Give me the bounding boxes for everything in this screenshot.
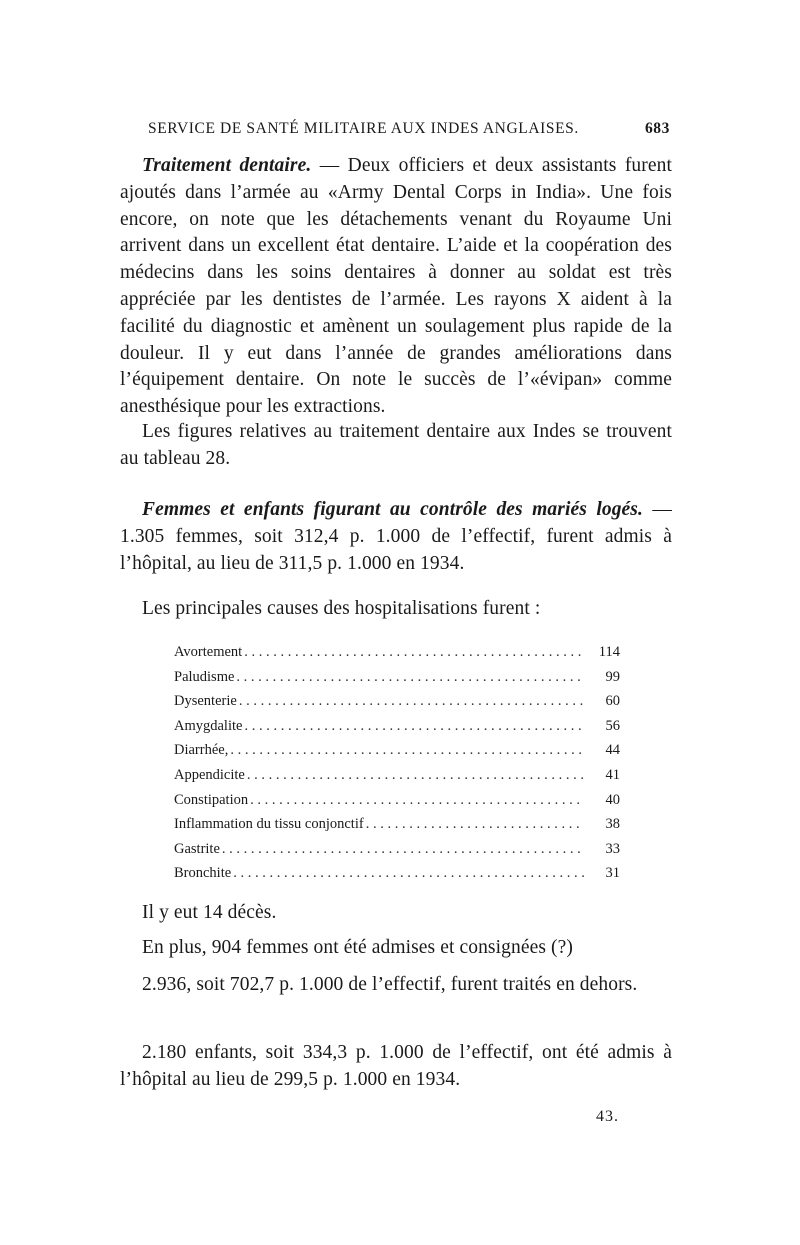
dot-leader — [222, 837, 584, 862]
causes-list — [174, 640, 620, 886]
cause-label: Inflammation du tissu conjonctif — [174, 816, 364, 833]
cause-label: Amygdalite — [174, 717, 243, 734]
outpatients-paragraph: 2.936, soit 702,7 p. 1.000 de l’effectif, furent traités en dehors. — [142, 974, 638, 995]
cause-count: 56 — [605, 717, 620, 734]
cause-label: Appendicite — [174, 766, 245, 783]
women-heading: Femmes et enfants figurant au contrôle des mariés logés. — [142, 499, 643, 520]
causes-list-item — [174, 812, 620, 837]
consigned-line: En plus, 904 femmes ont été admises et consignées (?) — [142, 937, 573, 958]
causes-intro: Les principales causes des hospitalisations furent : — [142, 598, 541, 619]
causes-list-item — [174, 837, 620, 862]
causes-list-item — [174, 689, 620, 714]
running-head — [148, 120, 670, 138]
causes-list-item — [174, 665, 620, 690]
cause-label: Gastrite — [174, 840, 220, 857]
dot-leader — [366, 812, 584, 837]
cause-count: 40 — [605, 791, 620, 808]
dot-leader — [244, 714, 584, 739]
causes-list-item — [174, 714, 620, 739]
dental-heading: Traitement dentaire. — [142, 155, 312, 176]
deaths-line: Il y eut 14 décès. — [142, 902, 277, 923]
cause-count: 33 — [605, 840, 620, 857]
dot-leader — [250, 788, 584, 813]
cause-count: 41 — [605, 766, 620, 783]
cause-label: Diarrhée, — [174, 742, 229, 759]
children-paragraph: 2.180 enfants, soit 334,3 p. 1.000 de l’effectif, ont été admis à l’hôpital au lieu de 299,5 p. 1.000 en 1934. — [120, 1042, 672, 1090]
women-paragraph — [120, 497, 672, 577]
cause-label: Dysenterie — [174, 693, 237, 710]
cause-count: 44 — [605, 742, 620, 759]
cause-count: 38 — [605, 816, 620, 833]
cause-count: 99 — [605, 668, 620, 685]
page-number: 683 — [644, 120, 670, 137]
cause-label: Avortement — [174, 644, 243, 660]
dot-leader — [244, 640, 584, 665]
dental-table-reference: Les figures relatives au traitement dentaire aux Indes se trouvent au tableau 28. — [120, 421, 672, 469]
causes-list-item — [174, 861, 620, 886]
dot-leader — [233, 861, 584, 886]
cause-count: 60 — [605, 693, 620, 710]
causes-list-item — [174, 640, 620, 665]
cause-label: Paludisme — [174, 668, 235, 685]
causes-list-item — [174, 763, 620, 788]
running-title: SERVICE DE SANTÉ MILITAIRE AUX INDES ANGLAISES. — [148, 120, 579, 137]
gathering-signature: 43. — [596, 1108, 619, 1125]
cause-count: 114 — [598, 644, 620, 660]
dental-text: — Deux officiers et deux assistants furent ajoutés dans l’armée au «Army Dental Corps in India». Une fois encore, on note que les détachements venant du Royaume Uni arrivent dans un excellent état dentaire. L’aide et la coopération des médecins dans les soins dentaires à donner au soldat est très appréciée par les dentistes de l’armée. Les rayons X aident à la facilité du diagnostic et amènent un soulagement plus rapide de la douleur. Il y eut dans l’année de grandes améliorations dans l’équipement dentaire. On note le succès de l’«évipan» comme anesthésique pour les extractions. — [120, 155, 673, 418]
dot-leader — [239, 689, 584, 714]
cause-label: Bronchite — [174, 865, 232, 882]
dot-leader — [236, 665, 584, 690]
causes-list-item — [174, 788, 620, 813]
dental-paragraph — [120, 153, 672, 421]
dot-leader — [230, 738, 584, 763]
cause-count: 31 — [605, 865, 620, 882]
cause-label: Constipation — [174, 791, 249, 808]
women-text: — 1.305 femmes, soit 312,4 p. 1.000 de l’effectif, furent admis à l’hôpital, au lieu de 311,5 p. 1.000 en 1934. — [120, 499, 672, 574]
causes-list-item — [174, 738, 620, 763]
dot-leader — [247, 763, 584, 788]
